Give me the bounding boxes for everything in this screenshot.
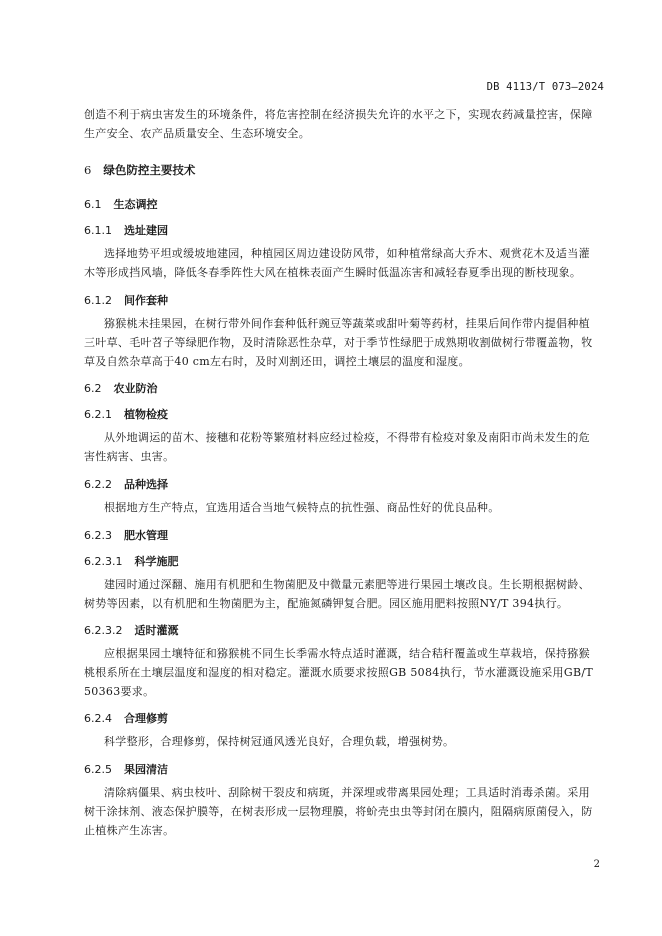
- section-heading-6-2-4: 6.2.4 合理修剪: [84, 712, 168, 725]
- section-heading-6-1-2: 6.1.2 间作套种: [84, 294, 168, 307]
- intro-paragraph: 创造不利于病虫害发生的环境条件，将危害控制在经济损失允许的水平之下，实现农药减量控害，保障生产安全、农产品质量安全、生态环境安全。: [84, 108, 593, 140]
- document-number: DB 4113/T 073—2024: [486, 81, 604, 93]
- section-heading-6-2-5: 6.2.5 果园清洁: [84, 763, 168, 776]
- section-heading-6-2-3-1: 6.2.3.1 科学施肥: [84, 555, 179, 568]
- paragraph-6-2-4: 科学整形，合理修剪，保持树冠通风透光良好，合理负载，增强树势。: [104, 735, 455, 748]
- paragraph-6-2-3-1: 建园时通过深翻、施用有机肥和生物菌肥及中微量元素肥等进行果园土壤改良。生长期根据树龄、树势等因素，以有机肥和生物菌肥为主，配施氮磷钾复合肥。园区施用肥料按照NY/T 394执行。: [84, 578, 590, 610]
- section-heading-6-2-2: 6.2.2 品种选择: [84, 478, 168, 491]
- section-heading-6: 6 绿色防控主要技术: [84, 163, 196, 177]
- section-heading-6-2-3-2: 6.2.3.2 适时灌溉: [84, 624, 179, 637]
- section-heading-6-2-1: 6.2.1 植物检疫: [84, 408, 168, 421]
- section-heading-6-1: 6.1 生态调控: [84, 198, 158, 211]
- paragraph-6-1-1: 选择地势平坦或缓坡地建园，种植园区周边建设防风带，如种植常绿高大乔木、观赏花木及适当灌木等形成挡风墙，降低冬春季阵性大风在植株表面产生瞬时低温冻害和减轻春夏季出现的断枝现象。: [84, 247, 590, 279]
- paragraph-6-1-2: 猕猴桃未挂果园，在树行带外间作套种低秆豌豆等蔬菜或甜叶菊等药材，挂果后间作带内提倡种植三叶草、毛叶苕子等绿肥作物，及时清除恶性杂草，对于季节性绿肥于成熟期收割做树行带覆盖物，牧草及自然杂草高于40 cm左右时，及时刈割还田，调控土壤层的温度和湿度。: [84, 317, 593, 368]
- section-heading-6-2: 6.2 农业防治: [84, 382, 158, 395]
- section-heading-6-1-1: 6.1.1 选址建园: [84, 224, 168, 237]
- paragraph-6-2-3-2: 应根据果园土壤特征和猕猴桃不同生长季需水特点适时灌溉，结合秸秆覆盖或生草栽培，保持猕猴桃根系所在土壤层温度和湿度的相对稳定。灌溉水质要求按照GB 5084执行，节水灌溉设施采用GB/T 50363要求。: [84, 647, 593, 698]
- paragraph-6-2-5: 清除病僵果、病虫枝叶、刮除树干裂皮和病斑，并深埋或带离果园处理；工具适时消毒杀菌。采用树干涂抹剂、液态保护膜等，在树表形成一层物理膜，将蚧壳虫虫等封闭在膜内，阻隔病原菌侵入，防止植株产生冻害。: [84, 786, 593, 837]
- section-heading-6-2-3: 6.2.3 肥水管理: [84, 529, 168, 542]
- page-number: 2: [593, 859, 600, 870]
- paragraph-6-2-1: 从外地调运的苗木、接穗和花粉等繁殖材料应经过检疫，不得带有检疫对象及南阳市尚未发生的危害性病害、虫害。: [84, 431, 590, 463]
- paragraph-6-2-2: 根据地方生产特点，宜选用适合当地气候特点的抗性强、商品性好的优良品种。: [104, 501, 500, 514]
